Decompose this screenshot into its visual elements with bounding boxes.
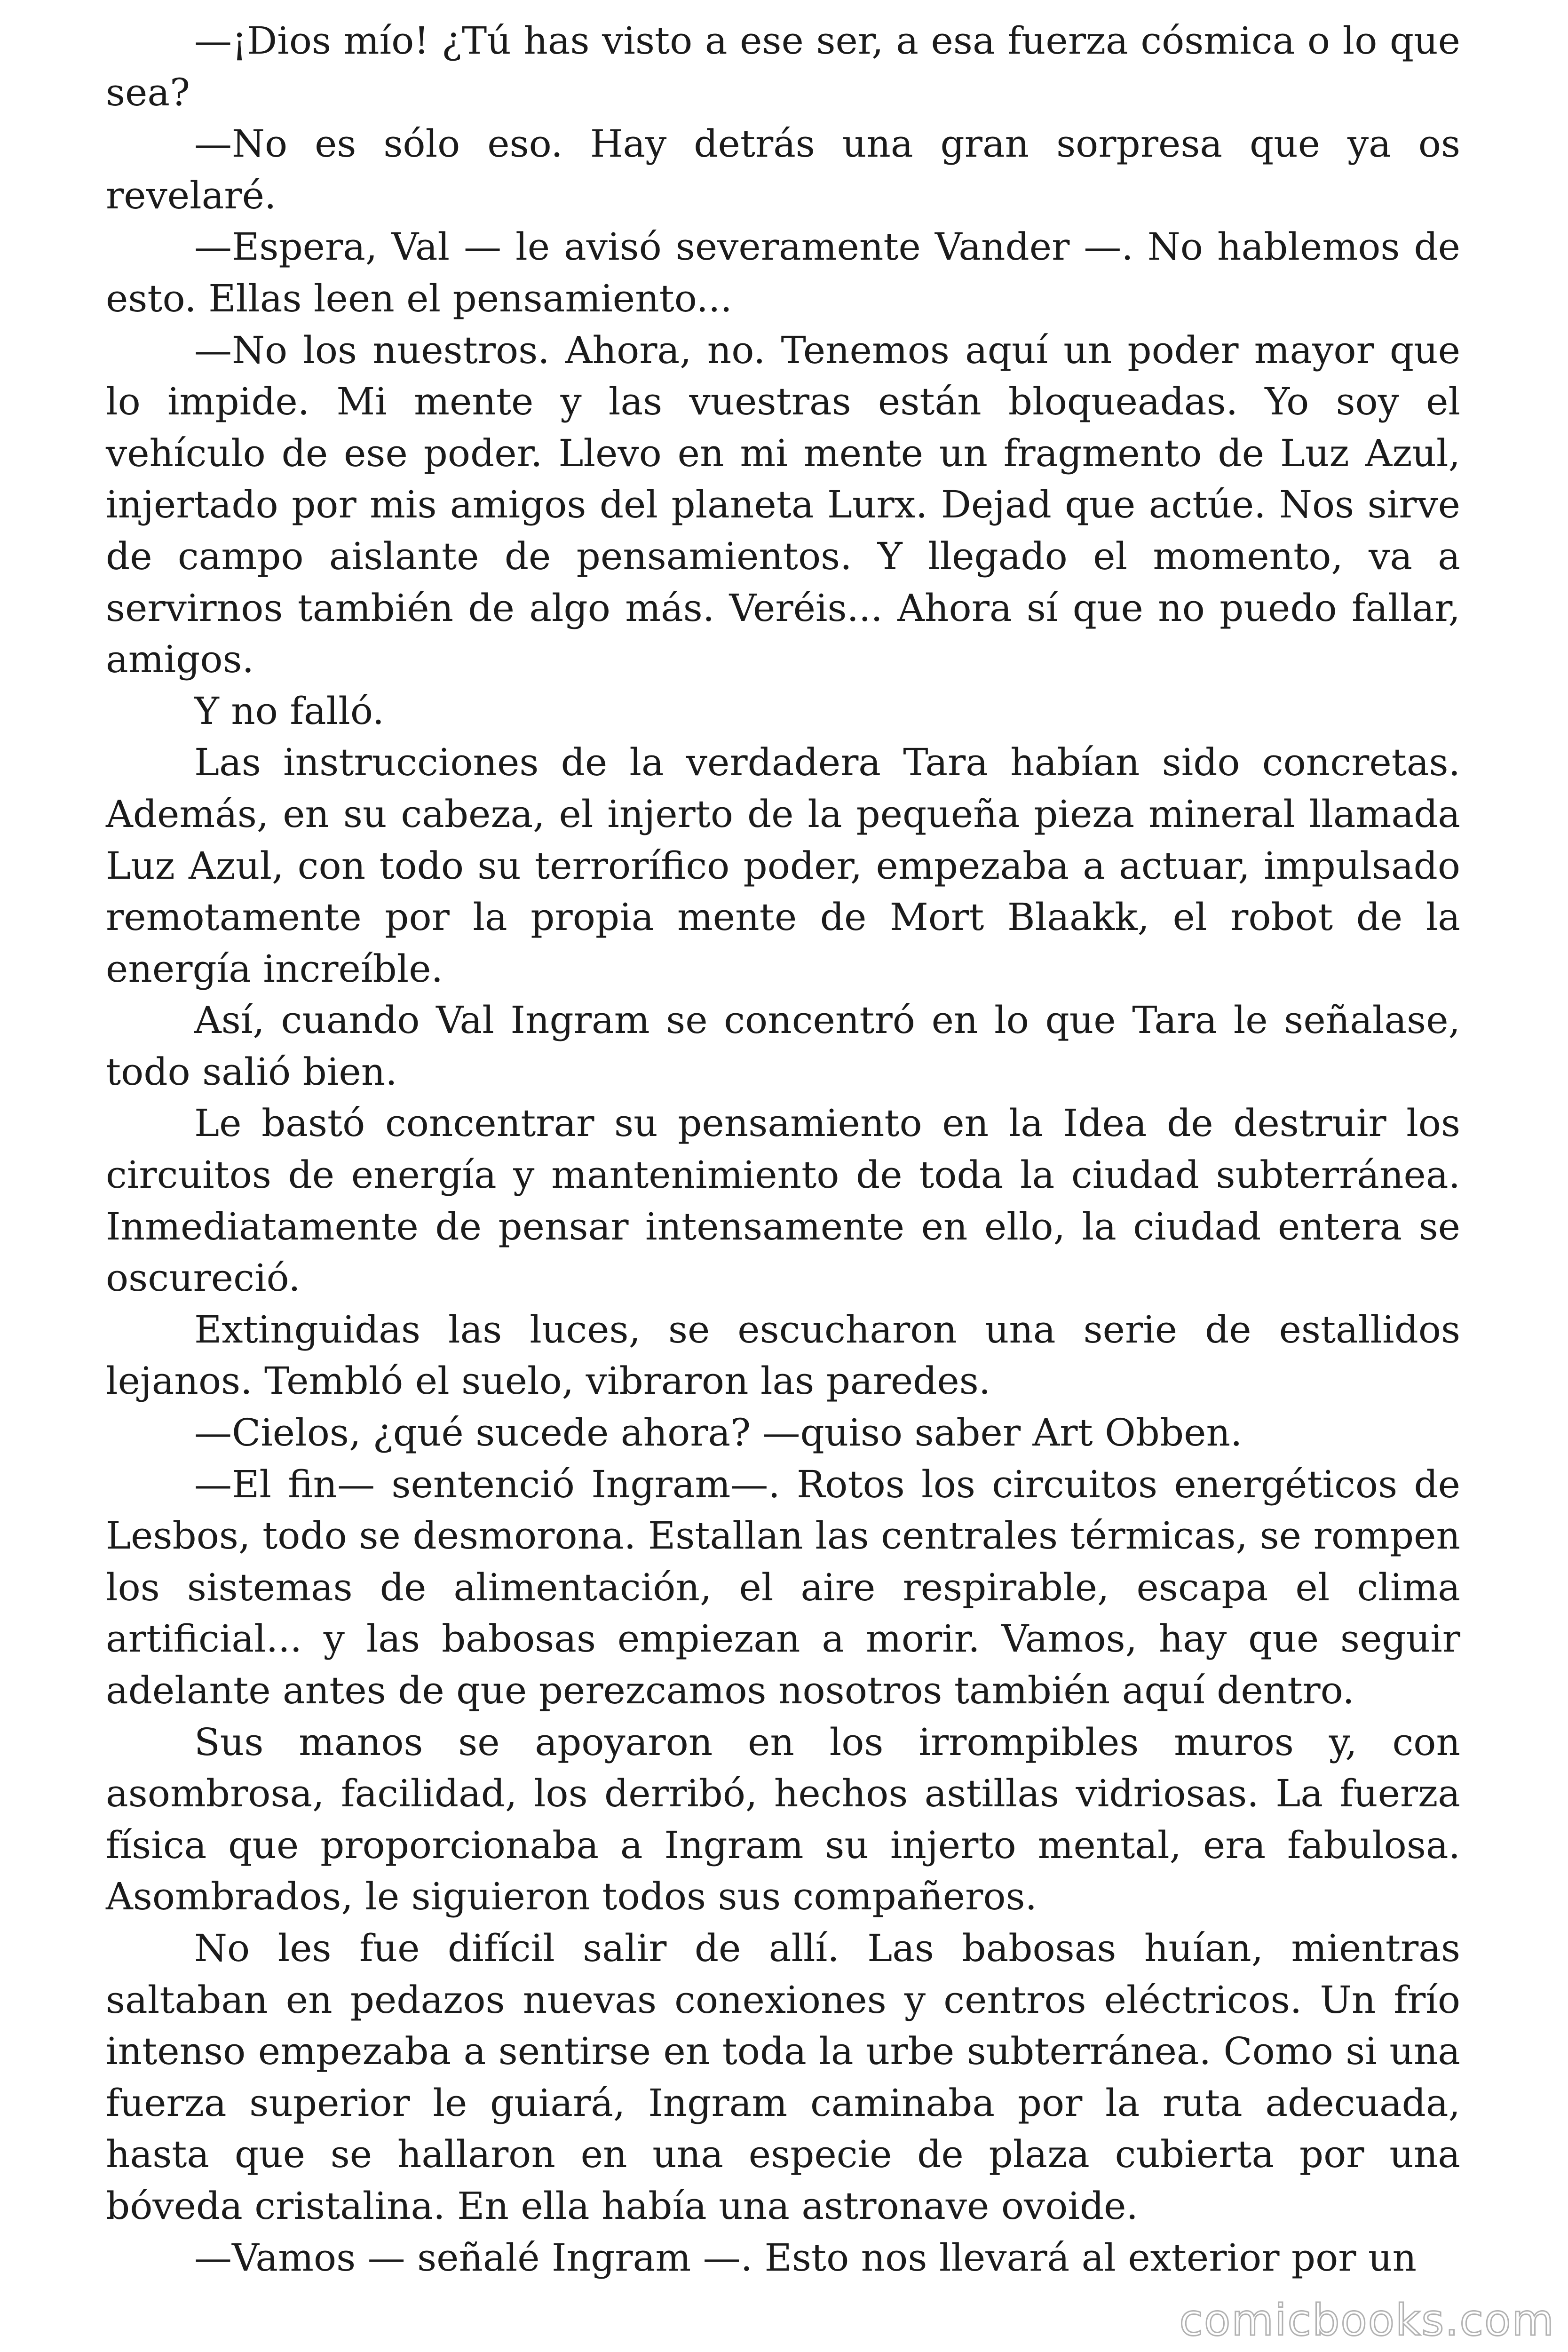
paragraph: —Espera, Val — le avisó severamente Vander —. No hablemos de esto. Ellas leen el pensamiento... [106, 225, 1460, 320]
paragraph: —El fin— sentenció Ingram—. Rotos los circuitos energéticos de Lesbos, todo se desmorona. Estallan las centrales térmicas, se rompen los sistemas de alimentación, el aire respirable, escapa el clima artificial... y las babosas empiezan a morir. Vamos, hay que seguir adelante antes de que perezcamos nosotros también aquí dentro. [106, 1462, 1460, 1712]
paragraph: Le bastó concentrar su pensamiento en la Idea de destruir los circuitos de energía y mantenimiento de toda la ciudad subterránea. Inmediatamente de pensar intensamente en ello, la ciudad entera se oscureció. [106, 1101, 1460, 1300]
book-page-text [106, 15, 1460, 2283]
paragraph: —¡Dios mío! ¿Tú has visto a ese ser, a esa fuerza cósmica o lo que sea? [106, 19, 1460, 114]
paragraph: Y no falló. [194, 689, 385, 733]
paragraph: —No los nuestros. Ahora, no. Tenemos aquí un poder mayor que lo impide. Mi mente y las vuestras están bloqueadas. Yo soy el vehículo de ese poder. Llevo en mi mente un fragmento de Luz Azul, injertado por mis amigos del planeta Lurx. Dejad que actúe. Nos sirve de campo aislante de pensamientos. Y llegado el momento, va a servirnos también de algo más. Veréis... Ahora sí que no puedo fallar, amigos. [106, 328, 1460, 682]
paragraph: —Vamos — señalé Ingram —. Esto nos llevará al exterior por un [194, 2235, 1417, 2280]
paragraph: —No es sólo eso. Hay detrás una gran sorpresa que ya os revelaré. [106, 122, 1460, 217]
paragraph: Extinguidas las luces, se escucharon una serie de estallidos lejanos. Tembló el suelo, vibraron las paredes. [106, 1307, 1460, 1403]
paragraph: No les fue difícil salir de allí. Las babosas huían, mientras saltaban en pedazos nuevas conexiones y centros eléctricos. Un frío intenso empezaba a sentirse en toda la urbe subterránea. Como si una fuerza superior le guiará, Ingram caminaba por la ruta adecuada, hasta que se hallaron en una especie de plaza cubierta por una bóveda cristalina. En ella había una astronave ovoide. [106, 1926, 1460, 2228]
paragraph: Sus manos se apoyaron en los irrompibles muros y, con asombrosa, facilidad, los derribó, hechos astillas vidriosas. La fuerza física que proporcionaba a Ingram su injerto mental, era fabulosa. Asombrados, le siguieron todos sus compañeros. [106, 1720, 1460, 1919]
paragraph: —Cielos, ¿qué sucede ahora? —quiso saber Art Obben. [194, 1411, 1243, 1455]
site-watermark: comicbooks.com [1179, 2295, 1555, 2345]
paragraph: Así, cuando Val Ingram se concentró en lo que Tara le señalase, todo salió bien. [106, 998, 1460, 1094]
paragraph: Las instrucciones de la verdadera Tara habían sido concretas. Además, en su cabeza, el injerto de la pequeña pieza mineral llamada Luz Azul, con todo su terrorífico poder, empezaba a actuar, impulsado remotamente por la propia mente de Mort Blaakk, el robot de la energía increíble. [106, 740, 1460, 991]
